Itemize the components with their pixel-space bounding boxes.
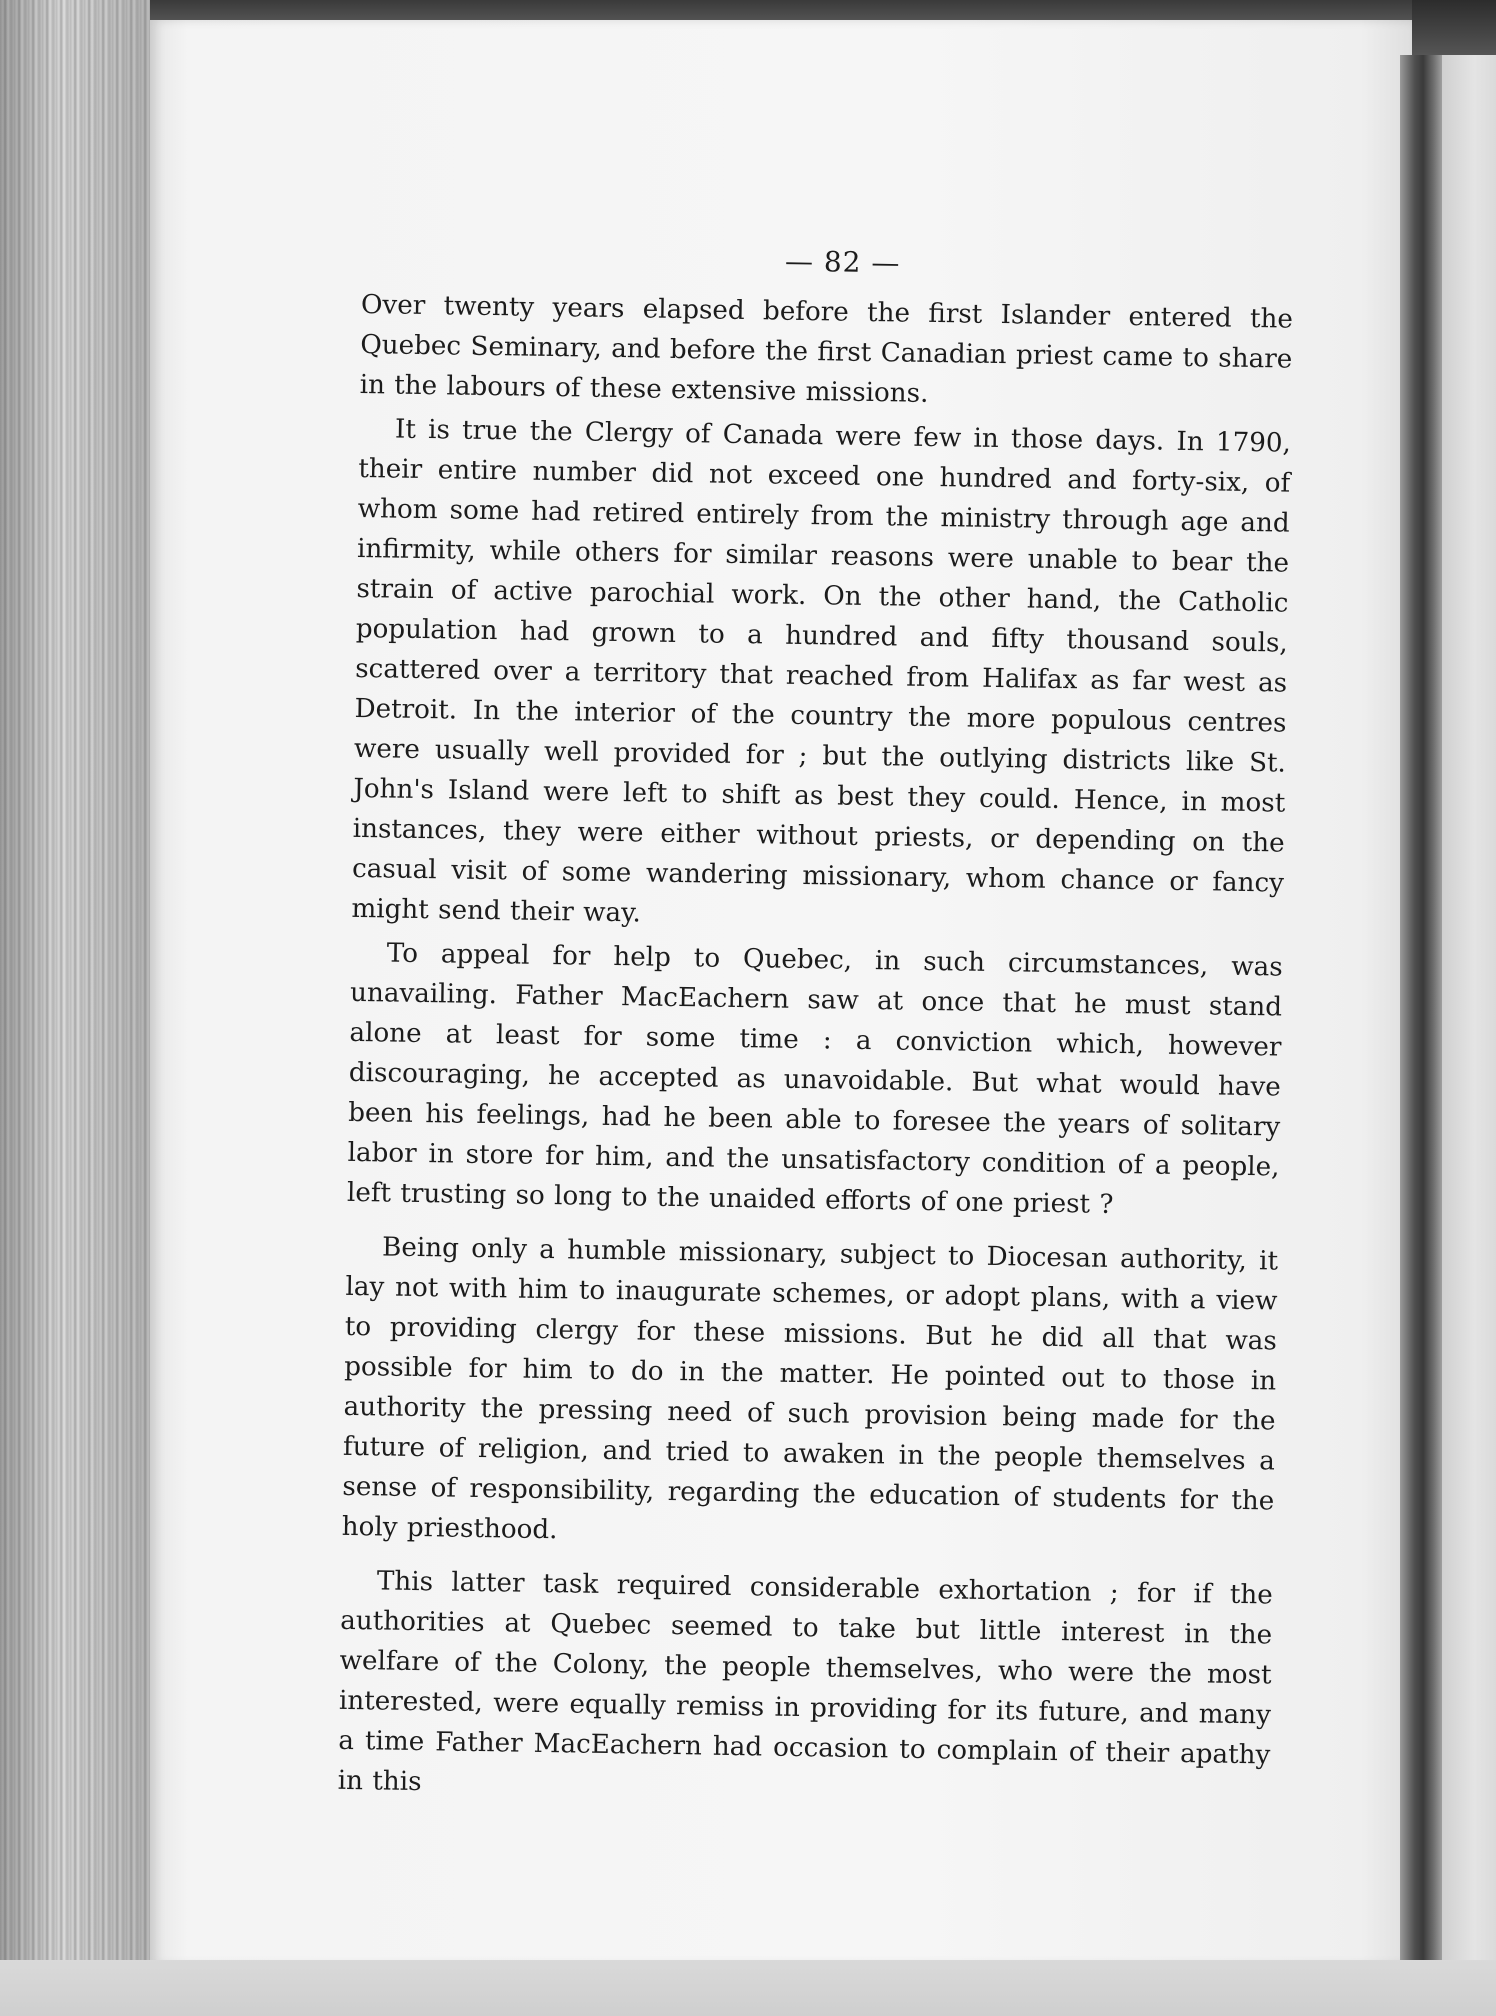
paragraph-4: Being only a humble missionary, subject to Diocesan authority, it lay not with him to inaugurate schemes, or adopt plans, with a view to providing clergy for these missions. But he did all that was possible for him to do in the matter. He pointed out to those in authority the pressing need of such provision being made for the future of religion, and tried to awaken in the people themselves a sense of responsibility, regarding the education of students for the holy priesthood. xyxy=(341,1232,1279,1546)
page-text-block xyxy=(337,238,1293,1815)
paragraph-1: Over twenty years elapsed before the first Islander entered the Quebec Seminary, and before the first Canadian priest came to share in the labours of these extensive missions. xyxy=(359,289,1294,409)
paragraph-5: This latter task required considerable exhortation ; for if the authorities at Quebec seemed to take but little interest in the welfare of the Colony, the people themselves, who were the most interested, were equally remiss in providing for its future, and many a time Father MacEachern had occasion to complain of their apathy in this xyxy=(337,1566,1274,1798)
paragraph-3: To appeal for help to Quebec, in such circumstances, was unavailing. Father MacEachern saw at once that he must stand alone at least for some time : a conviction which, however discouraging, he accepted as unavoidable. But what would have been his feelings, had he been able to foresee the years of solitary labor in store for him, and the unsatisfactory condition of a people, left trusting so long to the unaided efforts of one priest ? xyxy=(346,938,1283,1220)
scan-bottom-margin xyxy=(0,1960,1496,2016)
page-number: — 82 — xyxy=(784,244,901,280)
paragraph-2: It is true the Clergy of Canada were few in those days. In 1790, their entire number did not exceed one hundred and forty-six, of whom some had retired entirely from the ministry through age and infirmity, while others for similar reasons were unable to bear the strain of active parochial work. On the other hand, the Catholic population had grown to a hundred and fifty thousand souls, scattered over a territory that reached from Halifax as far west as Detroit. In the interior of the country the more populous centres were usually well provided for ; but the outlying districts like St. John's Island were left to shift as best they could. Hence, in most instances, they were either without priests, or depending on the casual visit of some wandering missionary, whom chance or fancy might send their way. xyxy=(351,414,1292,929)
book-page-edges-left xyxy=(0,0,150,2016)
book-page-edge-right xyxy=(1400,55,1442,1960)
scan-right-margin xyxy=(1442,55,1496,1960)
scan-corner-shadow xyxy=(1412,0,1496,55)
